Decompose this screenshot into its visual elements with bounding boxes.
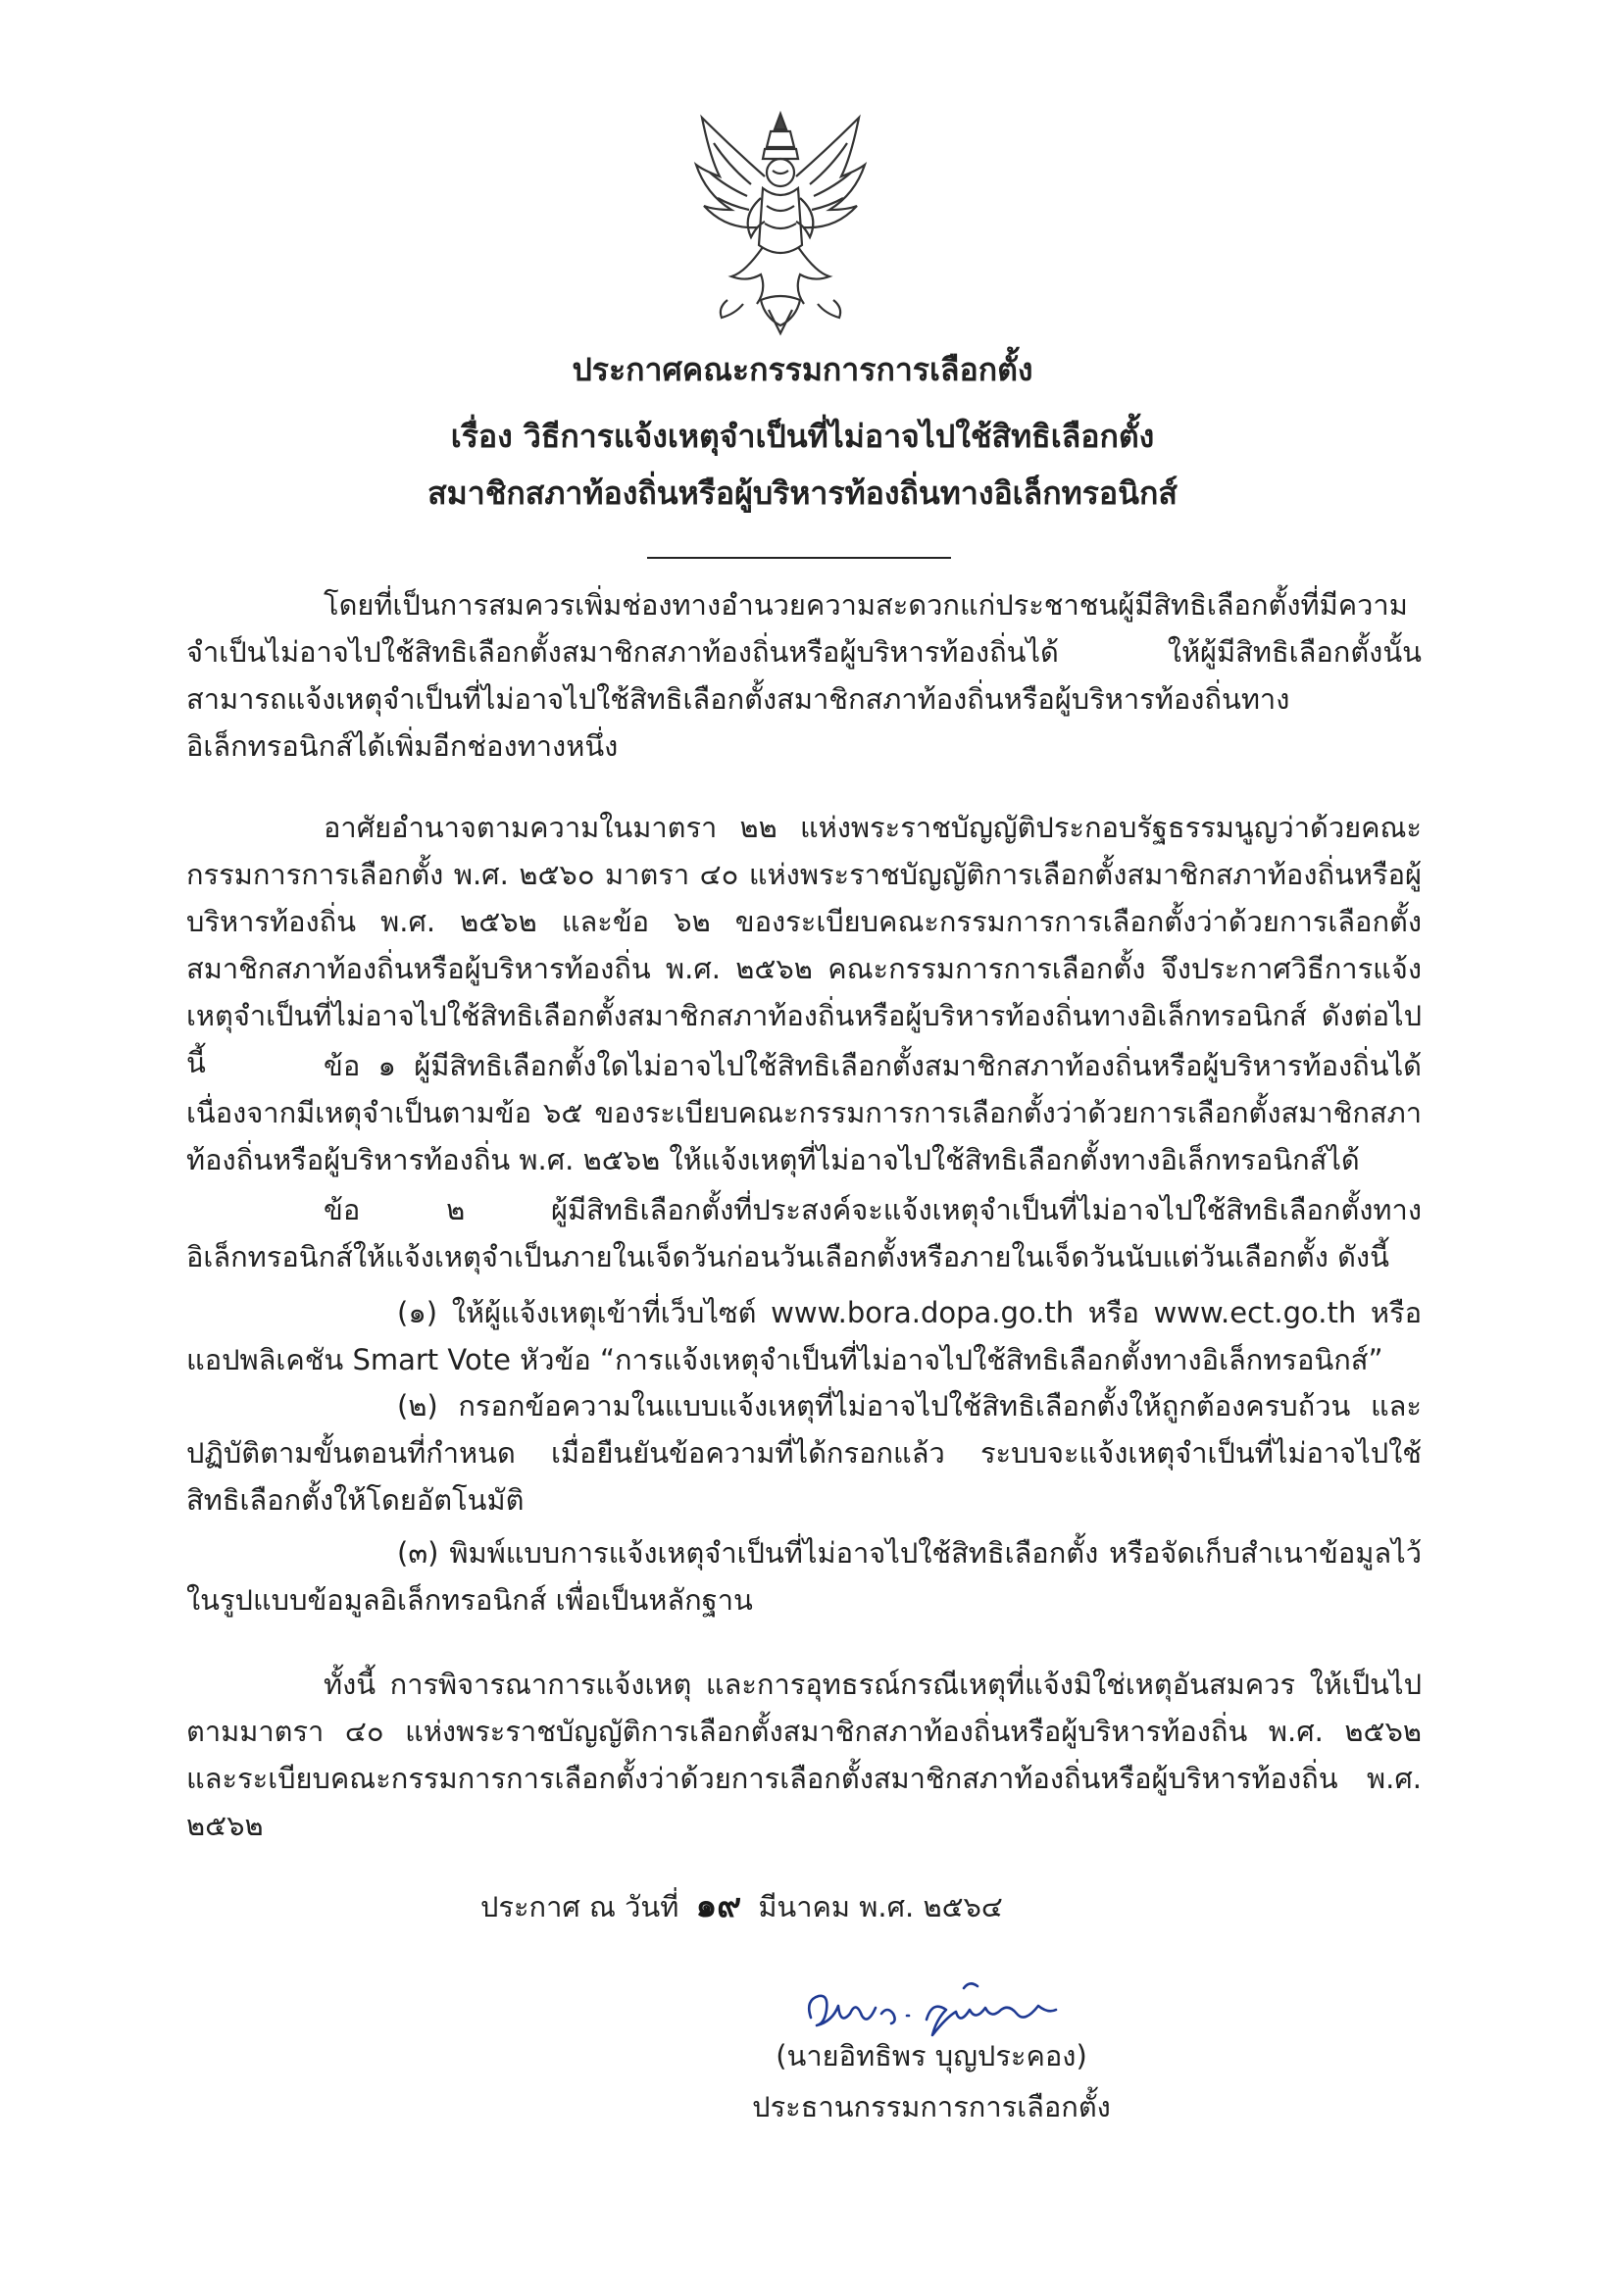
title-divider	[647, 557, 951, 559]
paragraph-clause-2: ข้อ ๒ ผู้มีสิทธิเลือกตั้งที่ประสงค์จะแจ้งเหตุจำเป็นที่ไม่อาจไปใช้สิทธิเลือกตั้งทางอิเล็กทรอนิกส์ให้แจ้งเหตุจำเป็นภายในเจ็ดวันก่อนวันเลือกตั้งหรือภายในเจ็ดวันนับแต่วันเลือกตั้ง ดังนี้	[186, 1193, 1422, 1273]
paragraph-preamble: โดยที่เป็นการสมควรเพิ่มช่องทางอำนวยความสะดวกแก่ประชาชนผู้มีสิทธิเลือกตั้งที่มีความจำเป็นไม่อาจไปใช้สิทธิเลือกตั้งสมาชิกสภาท้องถิ่นหรือผู้บริหารท้องถิ่นได้ ให้ผู้มีสิทธิเลือกตั้งนั้นสามารถแจ้งเหตุจำเป็นที่ไม่อาจไปใช้สิทธิเลือกตั้งสมาชิกสภาท้องถิ่นหรือผู้บริหารท้องถิ่นทางอิเล็กทรอนิกส์ได้เพิ่มอีกช่องทางหนึ่ง	[186, 588, 1422, 763]
announcement-date	[480, 1882, 1003, 1930]
title-line-2: เรื่อง วิธีการแจ้งเหตุจำเป็นที่ไม่อาจไปใช้สิทธิเลือกตั้ง	[450, 418, 1155, 455]
date-prefix: ประกาศ ณ วันที่	[480, 1890, 679, 1923]
title-line-3: สมาชิกสภาท้องถิ่นหรือผู้บริหารท้องถิ่นทางอิเล็กทรอนิกส์	[427, 474, 1178, 512]
garuda-emblem-icon	[692, 108, 869, 338]
date-month-year: มีนาคม พ.ศ. ๒๕๖๔	[758, 1890, 1003, 1923]
paragraph-step-1: (๑) ให้ผู้แจ้งเหตุเข้าที่เว็บไซต์ www.bora.dopa.go.th หรือ www.ect.go.th หรือแอปพลิเคชัน Smart Vote หัวข้อ “การแจ้งเหตุจำเป็นที่ไม่อาจไปใช้สิทธิเลือกตั้งทางอิเล็กทรอนิกส์”	[186, 1296, 1422, 1376]
signer-name: (นายอิทธิพร บุญประคอง)	[776, 2039, 1087, 2072]
paragraph-step-2: (๒) กรอกข้อความในแบบแจ้งเหตุที่ไม่อาจไปใช้สิทธิเลือกตั้งให้ถูกต้องครบถ้วน และปฏิบัติตามขั้นตอนที่กำหนด เมื่อยืนยันข้อความที่ได้กรอกแล้ว ระบบจะแจ้งเหตุจำเป็นที่ไม่อาจไปใช้สิทธิเลือกตั้งให้โดยอัตโนมัติ	[186, 1389, 1422, 1517]
paragraph-clause-1: ข้อ ๑ ผู้มีสิทธิเลือกตั้งใดไม่อาจไปใช้สิทธิเลือกตั้งสมาชิกสภาท้องถิ่นหรือผู้บริหารท้องถิ่นได้เนื่องจากมีเหตุจำเป็นตามข้อ ๖๕ ของระเบียบคณะกรรมการการเลือกตั้งว่าด้วยการเลือกตั้งสมาชิกสภาท้องถิ่นหรือผู้บริหารท้องถิ่น พ.ศ. ๒๕๖๒ ให้แจ้งเหตุที่ไม่อาจไปใช้สิทธิเลือกตั้งทางอิเล็กทรอนิกส์ได้	[186, 1049, 1422, 1176]
paragraph-provision: ทั้งนี้ การพิจารณาการแจ้งเหตุ และการอุทธรณ์กรณีเหตุที่แจ้งมิใช่เหตุอันสมควร ให้เป็นไปตามมาตรา ๔๐ แห่งพระราชบัญญัติการเลือกตั้งสมาชิกสภาท้องถิ่นหรือผู้บริหารท้องถิ่น พ.ศ. ๒๕๖๒ และระเบียบคณะกรรมการการเลือกตั้งว่าด้วยการเลือกตั้งสมาชิกสภาท้องถิ่นหรือผู้บริหารท้องถิ่น พ.ศ. ๒๕๖๒	[186, 1668, 1422, 1842]
paragraph-authority: อาศัยอำนาจตามความในมาตรา ๒๒ แห่งพระราชบัญญัติประกอบรัฐธรรมนูญว่าด้วยคณะกรรมการการเลือกตั้ง พ.ศ. ๒๕๖๐ มาตรา ๔๐ แห่งพระราชบัญญัติการเลือกตั้งสมาชิกสภาท้องถิ่นหรือผู้บริหารท้องถิ่น พ.ศ. ๒๕๖๒ และข้อ ๖๒ ของระเบียบคณะกรรมการการเลือกตั้งว่าด้วยการเลือกตั้งสมาชิกสภาท้องถิ่นหรือผู้บริหารท้องถิ่น พ.ศ. ๒๕๖๒ คณะกรรมการการเลือกตั้ง จึงประกาศวิธีการแจ้งเหตุจำเป็นที่ไม่อาจไปใช้สิทธิเลือกตั้งสมาชิกสภาท้องถิ่นหรือผู้บริหารท้องถิ่นทางอิเล็กทรอนิกส์ ดังต่อไปนี้	[186, 811, 1422, 1079]
date-day: ๑๙	[695, 1886, 742, 1925]
signer-position: ประธานกรรมการการเลือกตั้ง	[752, 2090, 1111, 2123]
title-line-1: ประกาศคณะกรรมการการเลือกตั้ง	[572, 351, 1033, 388]
paragraph-step-3: (๓) พิมพ์แบบการแจ้งเหตุจำเป็นที่ไม่อาจไปใช้สิทธิเลือกตั้ง หรือจัดเก็บสำเนาข้อมูลไว้ในรูปแบบข้อมูลอิเล็กทรอนิกส์ เพื่อเป็นหลักฐาน	[186, 1536, 1422, 1617]
